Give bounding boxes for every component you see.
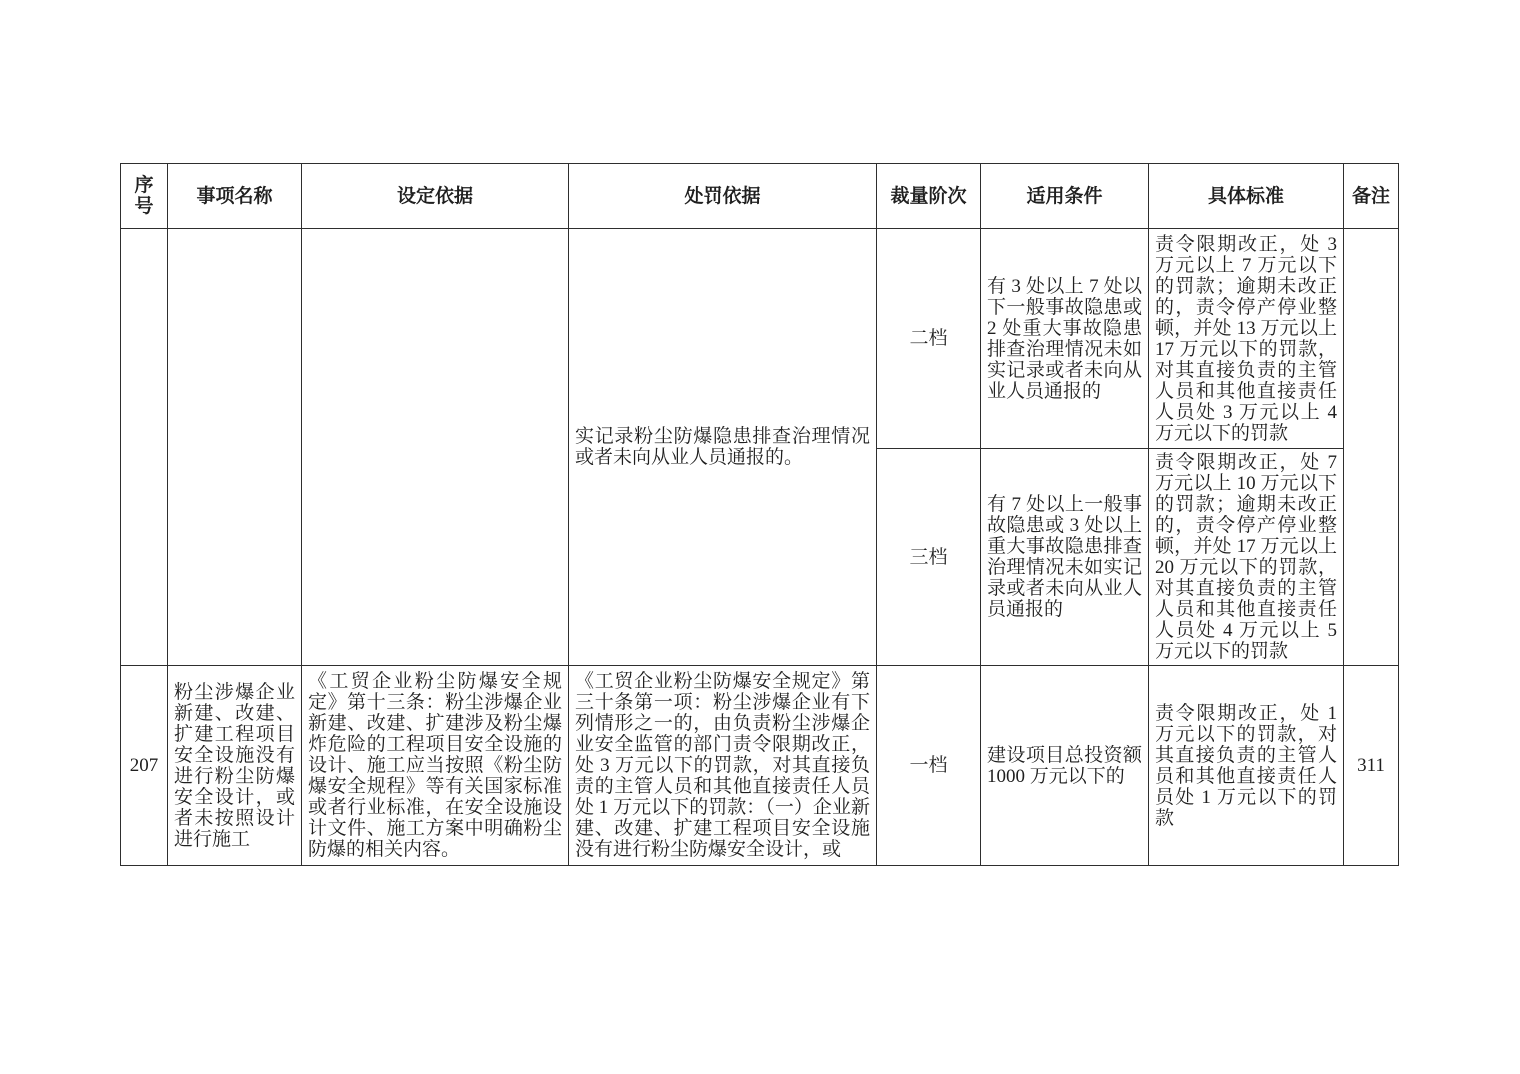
cell-tier2-standard: 责令限期改正，处 3 万元以上 7 万元以下的罚款；逾期未改正的，责令停产停业整顿，并处 13 万元以上 17 万元以下的罚款，对其直接负责的主管人员和其他直接责任人员处 3 万元以上 4 万元以下的罚款 <box>1149 229 1344 449</box>
cell-tier3-standard: 责令限期改正，处 7 万元以上 10 万元以下的罚款；逾期未改正的，责令停产停业整顿，并处 17 万元以上 20 万元以下的罚款，对其直接负责的主管人员和其他直接责任人员处 4 万元以上 5 万元以下的罚款 <box>1149 449 1344 666</box>
cell-207-penalty-basis: 《工贸企业粉尘防爆安全规定》第三十条第一项：粉尘涉爆企业有下列情形之一的，由负责粉尘涉爆企业安全监管的部门责令限期改正，处 3 万元以下的罚款，对其直接负责的主管人员和其他直接责任人员处 1 万元以下的罚款：（一）企业新建、改建、扩建工程项目安全设施没有进行粉尘防爆安全设计，或 <box>569 666 877 866</box>
cell-207-serial: 207 <box>121 666 168 866</box>
header-penalty-basis: 处罚依据 <box>569 164 877 229</box>
cell-207-condition: 建设项目总投资额 1000 万元以下的 <box>981 666 1149 866</box>
header-remark: 备注 <box>1344 164 1399 229</box>
header-setting-basis: 设定依据 <box>302 164 569 229</box>
cell-tier3-level: 三档 <box>877 449 981 666</box>
penalty-discretion-table <box>120 163 1399 866</box>
table-header-row <box>121 164 1399 229</box>
cell-207-item-name: 粉尘涉爆企业新建、改建、扩建工程项目安全设施没有进行粉尘防爆安全设计，或者未按照设计进行施工 <box>168 666 302 866</box>
cell-cont-remark-empty <box>1344 229 1399 666</box>
header-serial: 序号 <box>121 164 168 229</box>
cell-207-standard: 责令限期改正，处 1 万元以下的罚款，对其直接负责的主管人员和其他直接责任人员处 1 万元以下的罚款 <box>1149 666 1344 866</box>
cell-207-setting-basis: 《工贸企业粉尘防爆安全规定》第十三条：粉尘涉爆企业新建、改建、扩建涉及粉尘爆炸危险的工程项目安全设施的设计、施工应当按照《粉尘防爆安全规程》等有关国家标准或者行业标准，在安全设施设计文件、施工方案中明确粉尘防爆的相关内容。 <box>302 666 569 866</box>
cell-cont-penalty-basis: 实记录粉尘防爆隐患排查治理情况或者未向从业人员通报的。 <box>569 229 877 666</box>
header-item-name: 事项名称 <box>168 164 302 229</box>
cell-cont-setting-basis-empty <box>302 229 569 666</box>
cell-207-remark: 311 <box>1344 666 1399 866</box>
cell-cont-item-name-empty <box>168 229 302 666</box>
cell-cont-serial-empty <box>121 229 168 666</box>
header-specific-standard: 具体标准 <box>1149 164 1344 229</box>
cell-tier3-condition: 有 7 处以上一般事故隐患或 3 处以上重大事故隐患排查治理情况未如实记录或者未向从业人员通报的 <box>981 449 1149 666</box>
cell-207-tier-level: 一档 <box>877 666 981 866</box>
cell-tier2-level: 二档 <box>877 229 981 449</box>
continuation-row-tier2 <box>121 229 1399 449</box>
row-207 <box>121 666 1399 866</box>
cell-tier2-condition: 有 3 处以上 7 处以下一般事故隐患或 2 处重大事故隐患排查治理情况未如实记录或者未向从业人员通报的 <box>981 229 1149 449</box>
header-applicable-condition: 适用条件 <box>981 164 1149 229</box>
header-discretion-tier: 裁量阶次 <box>877 164 981 229</box>
